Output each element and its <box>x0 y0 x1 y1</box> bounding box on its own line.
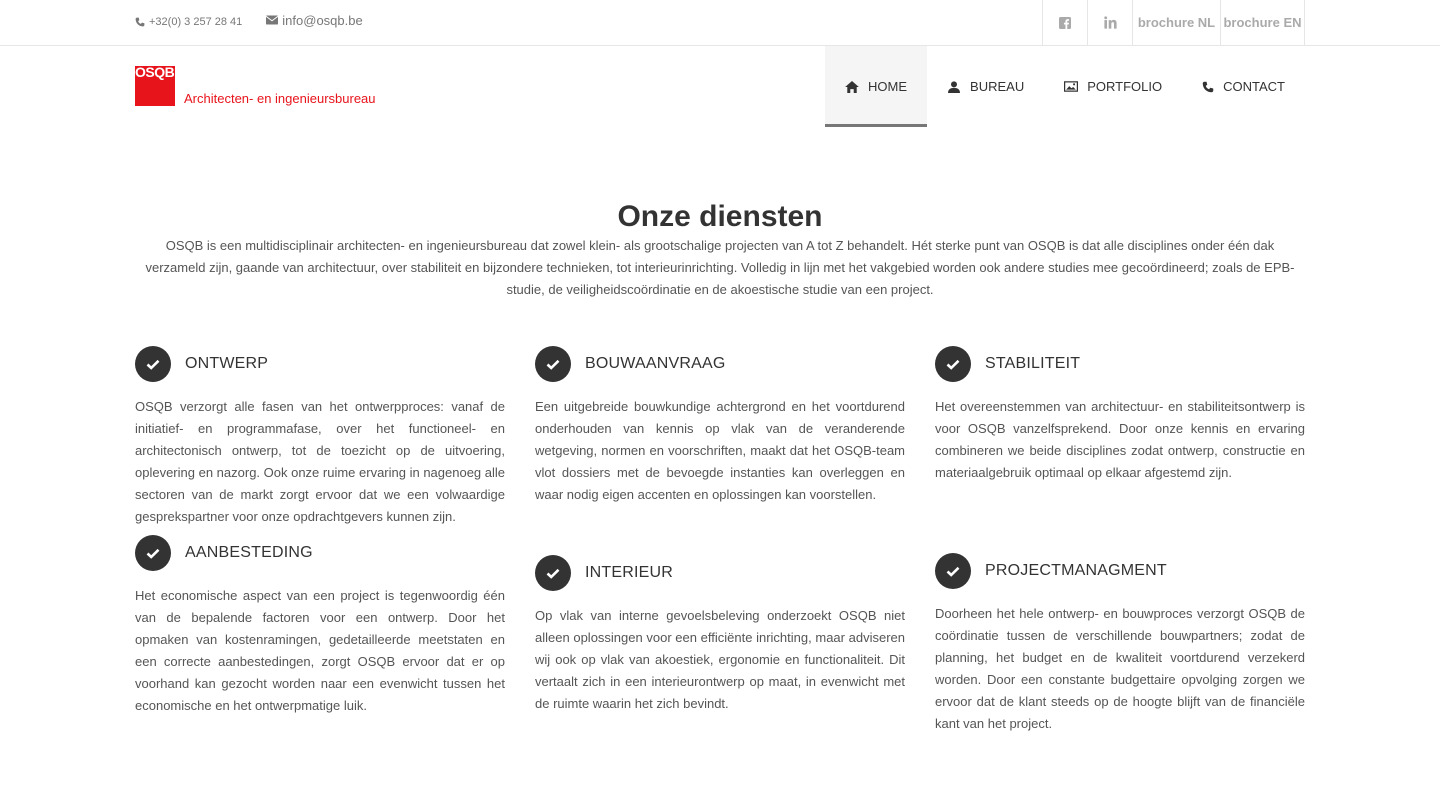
envelope-icon <box>266 15 278 25</box>
service-bouwaanvraag <box>535 346 905 506</box>
tagline: Architecten- en ingenieursbureau <box>184 91 376 106</box>
nav-item-portfolio[interactable] <box>1044 46 1182 127</box>
linkedin-button[interactable] <box>1087 0 1132 45</box>
facebook-button[interactable] <box>1042 0 1087 45</box>
service-header <box>935 553 1305 589</box>
phone-icon <box>1202 81 1214 93</box>
brochure-en-link[interactable]: brochure EN <box>1220 0 1305 45</box>
top-bar <box>0 0 1440 46</box>
nav-item-home[interactable] <box>825 46 927 127</box>
service-title: STABILITEIT <box>985 355 1081 372</box>
service-projectmanagment <box>935 553 1305 735</box>
service-title: ONTWERP <box>185 355 269 372</box>
service-header <box>935 346 1305 382</box>
logo-text: OSQB <box>135 64 175 80</box>
check-icon <box>935 553 971 589</box>
phone-link[interactable] <box>135 16 242 28</box>
facebook-icon <box>1059 17 1071 29</box>
service-text: Op vlak van interne gevoelsbeleving onderzoekt OSQB niet alleen oplossingen voor een efficiënte inrichting, maar adviseren wij ook op vlak van akoestiek, ergonomie en functionaliteit. Dit vertaalt zich in een interieurontwerp op maat, in evenwicht met de ruimte waarin het zich bevindt. <box>535 608 905 711</box>
service-text: Het economische aspect van een project is tegenwoordig één van de bepalende factoren voor een ontwerp. Door het opmaken van kostenramingen, gedetailleerde meetstaten en een correcte aanbestedingen, zorgt OSQB ervoor dat er op voorhand kan gezocht worden naar een evenwicht tussen het economische en het ontwerpmatige luik. <box>135 588 505 713</box>
nav-label: BUREAU <box>970 79 1025 94</box>
user-icon <box>947 81 961 93</box>
social-links <box>1042 0 1305 45</box>
intro-text: OSQB is een multidisciplinair architecten- en ingenieursbureau dat zowel klein- als grootschalige projecten van A tot Z behandelt. Hét sterke punt van OSQB is dat alle disciplines onder één dak verzameld zijn, gaande van architectuur, over stabiliteit en bijzondere technieken, tot interieurinrichting. Volledig in lijn met het vakgebied worden ook andere studies mee gecoördineerd; zoals de EPB-studie, de veiligheidscoördinatie en de akoestische studie van een project. <box>145 238 1295 297</box>
logo[interactable] <box>135 66 175 106</box>
brochure-nl-link[interactable]: brochure NL <box>1132 0 1220 45</box>
home-icon <box>845 81 859 93</box>
contact-info <box>135 0 363 44</box>
service-aanbesteding <box>135 535 505 717</box>
service-interieur <box>535 555 905 715</box>
nav-label: CONTACT <box>1223 79 1285 94</box>
check-icon <box>535 346 571 382</box>
phone-icon <box>135 17 145 27</box>
email-link[interactable] <box>266 13 362 28</box>
service-header <box>135 535 505 571</box>
service-ontwerp <box>135 346 505 528</box>
nav-item-bureau[interactable] <box>927 46 1044 127</box>
nav-label: PORTFOLIO <box>1087 79 1163 94</box>
linkedin-icon <box>1104 16 1117 29</box>
check-icon <box>135 535 171 571</box>
page-title: Onze diensten <box>617 200 823 233</box>
service-text: Doorheen het hele ontwerp- en bouwproces verzorgt OSQB de coördinatie tussen de verschillende bouwpartners; zodat de planning, het budget en de kwaliteit voortdurend verzekerd worden. Door een constante budgettaire opvolging zorgen we ervoor dat de klant steeds op de hoogte blijft van de financiële kant van het project. <box>935 606 1305 731</box>
check-icon <box>535 555 571 591</box>
nav-label: HOME <box>868 79 908 94</box>
nav-item-contact[interactable] <box>1182 46 1305 127</box>
image-icon <box>1064 81 1078 92</box>
service-text: Het overeenstemmen van architectuur- en stabiliteitsontwerp is voor OSQB vanzelfsprekend. Door onze kennis en ervaring combineren we beide disciplines zodat ontwerp, constructie en materiaalgebruik optimaal op elkaar afgestemd zijn. <box>935 399 1305 480</box>
email-address: info@osqb.be <box>282 12 363 28</box>
service-title: BOUWAANVRAAG <box>585 355 726 372</box>
service-text: OSQB verzorgt alle fasen van het ontwerpproces: vanaf de initiatief- en programmafase, over het functioneel- en architectonisch ontwerp, tot de toezicht op de uitvoering, oplevering en nazorg. Ook onze ruime ervaring in nagenoeg alle sectoren van de markt zorgt ervoor dat we een volwaardige gesprekspartner voor onze opdrachtgevers kunnen zijn. <box>135 399 506 524</box>
service-text: Een uitgebreide bouwkundige achtergrond en het voortdurend onderhouden van kennis op vlak van de veranderende wetgeving, normen en voorschriften, maakt dat het OSQB-team vlot dossiers met de bevoegde instanties kan overleggen en waar nodig eigen accenten en oplossingen kan voorstellen. <box>535 399 905 502</box>
service-stabiliteit <box>935 346 1305 484</box>
check-icon <box>135 346 171 382</box>
service-title: AANBESTEDING <box>185 544 313 561</box>
service-header <box>535 555 905 591</box>
phone-number: +32(0) 3 257 28 41 <box>149 16 243 28</box>
service-title: INTERIEUR <box>585 564 674 581</box>
service-title: PROJECTMANAGMENT <box>985 562 1167 579</box>
service-header <box>135 346 505 382</box>
main-nav <box>825 46 1305 127</box>
check-icon <box>935 346 971 382</box>
service-header <box>535 346 905 382</box>
